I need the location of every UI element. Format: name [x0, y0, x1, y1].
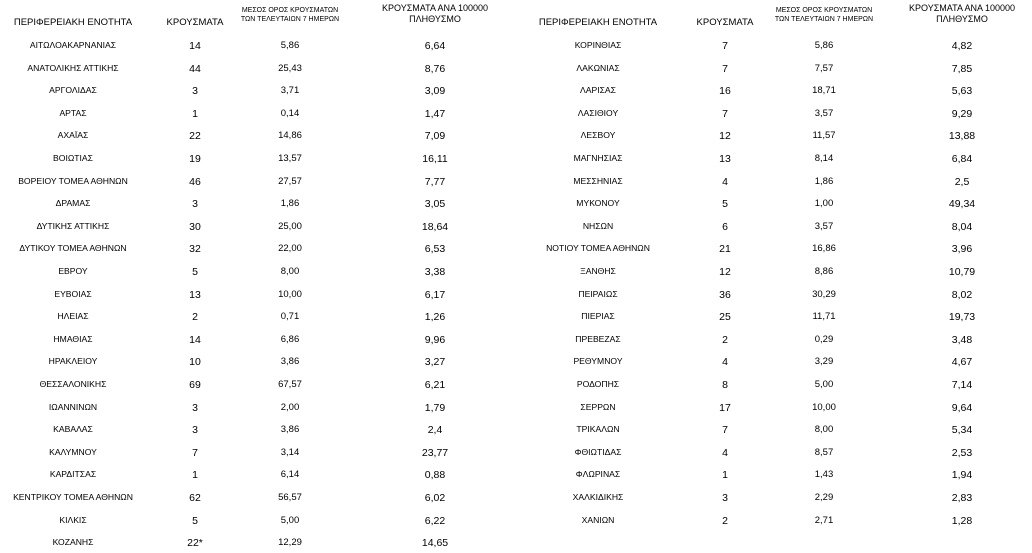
- region-cell: ΘΕΣΣΑΛΟΝΙΚΗΣ: [39, 379, 107, 389]
- avg-cell: 8,14: [814, 153, 834, 164]
- region-cell: ΜΑΓΝΗΣΙΑΣ: [573, 153, 623, 163]
- table-row: [526, 508, 1032, 531]
- per-cell: 9,64: [951, 401, 973, 414]
- per-cell: 2,4: [427, 424, 443, 437]
- region-cell: ΗΡΑΚΛΕΙΟΥ: [48, 356, 98, 367]
- table-row: [0, 282, 506, 305]
- region-cell: ΛΑΚΩΝΙΑΣ: [576, 62, 620, 73]
- header-avg-line1: ΜΕΣΟΣ ΟΡΟΣ ΚΡΟΥΣΜΑΤΩΝ: [241, 7, 339, 14]
- per-cell: 4,82: [951, 40, 973, 52]
- avg-cell: 8,57: [814, 446, 834, 458]
- avg-cell: 67,57: [278, 379, 302, 390]
- table-row: [0, 327, 506, 350]
- region-cell: ΚΑΒΑΛΑΣ: [53, 424, 93, 435]
- cases-cell: 3: [192, 198, 198, 211]
- cases-cell: 1: [192, 469, 198, 482]
- table-row: [526, 101, 1032, 124]
- per-cell: 3,38: [424, 266, 446, 278]
- per-cell: 6,17: [424, 288, 446, 301]
- avg-cell: 3,57: [814, 220, 834, 232]
- region-cell: ΔΥΤΙΚΟΥ ΤΟΜΕΑ ΑΘΗΝΩΝ: [19, 243, 127, 254]
- per-cell: 2,53: [951, 446, 973, 459]
- region-cell: ΚΙΛΚΙΣ: [59, 514, 87, 525]
- avg-cell: 5,00: [280, 514, 300, 526]
- per-cell: 5,34: [951, 424, 973, 437]
- avg-cell: 1,43: [814, 469, 834, 481]
- per-cell: 6,02: [424, 492, 446, 504]
- table-row: [526, 191, 1032, 214]
- region-cell: ΣΕΡΡΩΝ: [580, 401, 616, 412]
- per-cell: 4,67: [951, 356, 973, 369]
- header-per-line1: ΚΡΟΥΣΜΑΤΑ ΑΝΑ 100000: [909, 3, 1015, 13]
- avg-cell: 2,29: [814, 492, 834, 503]
- cases-cell: 13: [189, 288, 201, 301]
- avg-cell: 11,57: [812, 130, 836, 142]
- region-cell: ΠΕΙΡΑΙΩΣ: [578, 288, 618, 299]
- region-cell: ΗΜΑΘΙΑΣ: [53, 333, 93, 344]
- cases-cell: 17: [719, 401, 731, 414]
- cases-cell: 6: [722, 220, 728, 233]
- per-cell: 1,79: [424, 401, 446, 414]
- header-avg: [758, 6, 890, 36]
- cases-cell: 32: [189, 243, 201, 256]
- avg-cell: 27,57: [278, 175, 302, 187]
- per-cell: 1,28: [951, 514, 973, 527]
- per-cell: 7,09: [424, 130, 446, 143]
- region-cell: ΒΟΡΕΙΟΥ ΤΟΜΕΑ ΑΘΗΝΩΝ: [18, 175, 128, 186]
- region-cell: ΑΝΑΤΟΛΙΚΗΣ ΑΤΤΙΚΗΣ: [27, 62, 119, 73]
- region-cell: ΑΙΤΩΛΟΑΚΑΡΝΑΝΙΑΣ: [29, 40, 117, 50]
- avg-cell: 12,29: [278, 537, 302, 549]
- header-per-line2: ΠΛΗΘΥΣΜΟ: [409, 14, 461, 24]
- avg-cell: 1,86: [814, 175, 834, 187]
- table-row: [0, 33, 506, 56]
- cases-cell: 4: [722, 356, 728, 369]
- per-cell: 16,11: [422, 153, 448, 165]
- header-cases: ΚΡΟΥΣΜΑΤΑ: [696, 17, 754, 28]
- table-row: [526, 169, 1032, 192]
- per-cell: 3,48: [951, 333, 973, 346]
- table-row: [526, 56, 1032, 79]
- cases-cell: 3: [722, 492, 728, 504]
- avg-cell: 3,86: [280, 356, 300, 368]
- cases-cell: 22*: [187, 537, 203, 550]
- header-per-line2: ΠΛΗΘΥΣΜΟ: [936, 14, 988, 24]
- region-cell: ΧΑΛΚΙΔΙΚΗΣ: [572, 492, 624, 502]
- per-cell: 7,14: [951, 379, 973, 391]
- per-cell: 8,76: [424, 62, 446, 75]
- table-row: [0, 485, 506, 508]
- table-row: [526, 349, 1032, 372]
- table-row: [0, 101, 506, 124]
- table-row: [0, 214, 506, 237]
- avg-cell: 2,00: [280, 401, 300, 413]
- table-row: [526, 372, 1032, 395]
- per-cell: 6,84: [951, 153, 973, 165]
- avg-cell: 56,57: [278, 492, 302, 503]
- cases-cell: 7: [192, 446, 198, 459]
- per-cell: 7,77: [424, 175, 446, 188]
- avg-cell: 3,86: [280, 424, 300, 436]
- region-cell: ΔΡΑΜΑΣ: [55, 198, 91, 209]
- cases-cell: 5: [192, 514, 198, 527]
- per-cell: 3,09: [424, 85, 446, 98]
- per-cell: 5,63: [951, 85, 973, 98]
- header-region: ΠΕΡΙΦΕΡΕΙΑΚΗ ΕΝΟΤΗΤΑ: [13, 17, 133, 28]
- region-cell: ΦΛΩΡΙΝΑΣ: [575, 469, 621, 480]
- cases-cell: 25: [719, 311, 731, 324]
- cases-cell: 14: [189, 40, 201, 52]
- cases-cell: 3: [192, 424, 198, 437]
- table-row: [526, 123, 1032, 146]
- table-row: [526, 78, 1032, 101]
- table-row: [0, 372, 506, 395]
- cases-cell: 12: [719, 130, 731, 143]
- avg-cell: 25,00: [278, 220, 302, 232]
- table-row: [526, 462, 1032, 485]
- avg-cell: 3,29: [814, 356, 834, 368]
- region-cell: ΛΕΣΒΟΥ: [580, 130, 616, 141]
- header-per-line1: ΚΡΟΥΣΜΑΤΑ ΑΝΑ 100000: [382, 3, 488, 13]
- per-cell: 0,88: [424, 469, 446, 482]
- region-cell: ΑΧΑΪΑΣ: [57, 130, 89, 141]
- header-region: ΠΕΡΙΦΕΡΕΙΑΚΗ ΕΝΟΤΗΤΑ: [538, 17, 658, 28]
- region-cell: ΔΥΤΙΚΗΣ ΑΤΤΙΚΗΣ: [36, 220, 110, 231]
- table-row: [526, 214, 1032, 237]
- avg-cell: 22,00: [278, 243, 302, 255]
- table-row: [0, 259, 506, 282]
- avg-cell: 3,57: [814, 107, 834, 119]
- cases-cell: 7: [722, 40, 728, 52]
- cases-cell: 19: [189, 153, 201, 165]
- avg-cell: 5,86: [814, 40, 834, 51]
- per-cell: 23,77: [421, 446, 449, 459]
- table-row: [526, 282, 1032, 305]
- cases-cell: 16: [719, 85, 731, 98]
- avg-cell: 0,14: [280, 107, 300, 119]
- region-cell: ΕΒΡΟΥ: [58, 266, 88, 276]
- table-row: [0, 191, 506, 214]
- region-cell: ΛΑΡΙΣΑΣ: [580, 85, 616, 96]
- per-cell: 6,22: [424, 514, 446, 527]
- region-cell: ΝΟΤΙΟΥ ΤΟΜΕΑ ΑΘΗΝΩΝ: [546, 243, 650, 254]
- region-cell: ΑΡΤΑΣ: [59, 107, 87, 118]
- header-cases: ΚΡΟΥΣΜΑΤΑ: [166, 17, 224, 28]
- cases-cell: 1: [192, 107, 198, 120]
- cases-cell: 30: [189, 220, 201, 233]
- cases-cell: 5: [192, 266, 198, 278]
- cases-cell: 46: [189, 175, 201, 188]
- cases-cell: 12: [719, 266, 731, 278]
- header-avg-line2: ΤΩΝ ΤΕΛΕΥΤΑΙΩΝ 7 ΗΜΕΡΩΝ: [240, 16, 340, 23]
- per-cell: 6,64: [424, 40, 446, 52]
- region-cell: ΕΥΒΟΙΑΣ: [54, 288, 92, 299]
- per-cell: 2,83: [951, 492, 973, 504]
- table-row: [0, 508, 506, 531]
- avg-cell: 5,86: [280, 40, 300, 51]
- table-row: [526, 395, 1032, 418]
- region-cell: ΠΙΕΡΙΑΣ: [581, 311, 615, 322]
- per-cell: 13,88: [948, 130, 976, 143]
- table-row: [0, 236, 506, 259]
- cases-cell: 36: [719, 288, 731, 301]
- cases-cell: 62: [189, 492, 201, 504]
- per-cell: 3,96: [951, 243, 973, 256]
- per-cell: 9,29: [951, 107, 973, 120]
- per-cell: 9,96: [424, 333, 446, 346]
- avg-cell: 10,00: [278, 288, 302, 300]
- region-cell: ΝΗΣΩΝ: [582, 220, 614, 231]
- table-row: [0, 395, 506, 418]
- cases-cell: 7: [722, 424, 728, 437]
- avg-cell: 6,14: [280, 469, 300, 481]
- avg-cell: 13,57: [278, 153, 302, 164]
- per-cell: 6,21: [424, 379, 446, 391]
- table-row: [0, 440, 506, 463]
- avg-cell: 8,86: [814, 266, 834, 277]
- avg-cell: 16,86: [812, 243, 836, 255]
- region-cell: ΚΑΛΥΜΝΟΥ: [49, 446, 97, 457]
- table-row: [526, 259, 1032, 282]
- cases-cell: 2: [192, 311, 198, 324]
- avg-cell: 8,00: [814, 424, 834, 436]
- avg-cell: 2,71: [814, 514, 834, 526]
- avg-cell: 14,86: [278, 130, 302, 142]
- region-cell: ΧΑΝΙΩΝ: [581, 514, 615, 525]
- region-cell: ΤΡΙΚΑΛΩΝ: [576, 424, 620, 435]
- avg-cell: 25,43: [278, 62, 302, 74]
- region-cell: ΡΟΔΟΠΗΣ: [576, 379, 620, 389]
- avg-cell: 11,71: [812, 311, 836, 323]
- cases-cell: 14: [189, 333, 201, 346]
- region-cell: ΛΑΣΙΘΙΟΥ: [577, 107, 619, 118]
- avg-cell: 0,71: [280, 311, 300, 323]
- avg-cell: 1,86: [280, 198, 300, 210]
- table-row: [526, 327, 1032, 350]
- cases-cell: 1: [722, 469, 728, 482]
- table-row: [526, 485, 1032, 508]
- table-row: [0, 462, 506, 485]
- table-row: [0, 417, 506, 440]
- header-per: [892, 3, 1032, 33]
- per-cell: 18,64: [421, 220, 449, 233]
- region-cell: ΑΡΓΟΛΙΔΑΣ: [49, 85, 97, 96]
- per-cell: 10,79: [948, 266, 976, 278]
- avg-cell: 3,71: [280, 85, 300, 97]
- table-row: [526, 440, 1032, 463]
- table-row: [0, 78, 506, 101]
- avg-cell: 0,29: [814, 333, 834, 345]
- header-avg: [230, 6, 350, 36]
- cases-cell: 69: [189, 379, 201, 391]
- table-row: [0, 530, 506, 553]
- table-row: [526, 417, 1032, 440]
- per-cell: 8,02: [951, 288, 973, 301]
- table-row: [0, 349, 506, 372]
- avg-cell: 5,00: [814, 379, 834, 390]
- per-cell: 14,65: [421, 537, 449, 550]
- avg-cell: 6,86: [280, 333, 300, 345]
- per-cell: 3,05: [424, 198, 446, 211]
- avg-cell: 3,14: [280, 446, 300, 458]
- table-row: [0, 123, 506, 146]
- cases-cell: 7: [722, 62, 728, 75]
- avg-cell: 30,29: [812, 288, 836, 300]
- avg-cell: 7,57: [814, 62, 834, 74]
- cases-cell: 21: [719, 243, 731, 256]
- cases-cell: 44: [189, 62, 201, 75]
- region-cell: ΦΘΙΩΤΙΔΑΣ: [574, 446, 622, 457]
- per-cell: 1,94: [951, 469, 973, 482]
- cases-cell: 22: [189, 130, 201, 143]
- per-cell: 1,26: [424, 311, 446, 324]
- table-row: [0, 169, 506, 192]
- per-cell: 7,85: [951, 62, 973, 75]
- header-avg-line2: ΤΩΝ ΤΕΛΕΥΤΑΙΩΝ 7 ΗΜΕΡΩΝ: [774, 16, 874, 23]
- region-cell: ΞΑΝΘΗΣ: [580, 266, 616, 276]
- per-cell: 19,73: [948, 311, 976, 324]
- cases-cell: 2: [722, 333, 728, 346]
- table-row: [526, 146, 1032, 169]
- header-avg-line1: ΜΕΣΟΣ ΟΡΟΣ ΚΡΟΥΣΜΑΤΩΝ: [775, 7, 873, 14]
- cases-cell: 3: [192, 401, 198, 414]
- table-row: [526, 304, 1032, 327]
- per-cell: 49,34: [948, 198, 976, 211]
- cases-cell: 3: [192, 85, 198, 98]
- region-cell: ΚΕΝΤΡΙΚΟΥ ΤΟΜΕΑ ΑΘΗΝΩΝ: [13, 492, 133, 502]
- region-cell: ΡΕΘΥΜΝΟΥ: [573, 356, 623, 367]
- cases-cell: 2: [722, 514, 728, 527]
- avg-cell: 18,71: [812, 85, 836, 97]
- region-cell: ΜΥΚΟΝΟΥ: [576, 198, 620, 209]
- region-cell: ΒΟΙΩΤΙΑΣ: [53, 153, 93, 163]
- avg-cell: 1,00: [814, 198, 834, 210]
- per-cell: 6,53: [424, 243, 446, 256]
- avg-cell: 8,00: [280, 266, 300, 277]
- region-cell: ΠΡΕΒΕΖΑΣ: [575, 333, 621, 344]
- cases-cell: 8: [722, 379, 728, 391]
- header-per: [370, 3, 500, 33]
- cases-cell: 5: [722, 198, 728, 211]
- region-cell: ΚΟΖΑΝΗΣ: [52, 537, 94, 548]
- cases-cell: 10: [189, 356, 201, 369]
- region-cell: ΜΕΣΣΗΝΙΑΣ: [573, 175, 623, 186]
- per-cell: 3,27: [424, 356, 446, 369]
- region-cell: ΚΟΡΙΝΘΙΑΣ: [574, 40, 622, 50]
- cases-cell: 7: [722, 107, 728, 120]
- table-row: [526, 33, 1032, 56]
- avg-cell: 10,00: [812, 401, 836, 413]
- region-cell: ΙΩΑΝΝΙΝΩΝ: [48, 401, 98, 412]
- region-cell: ΗΛΕΙΑΣ: [57, 311, 89, 322]
- cases-cell: 13: [719, 153, 731, 165]
- per-cell: 8,04: [951, 220, 973, 233]
- table-row: [0, 304, 506, 327]
- cases-cell: 4: [722, 175, 728, 188]
- per-cell: 1,47: [424, 107, 446, 120]
- cases-cell: 4: [722, 446, 728, 459]
- per-cell: 2,5: [954, 175, 970, 188]
- table-row: [0, 146, 506, 169]
- region-cell: ΚΑΡΔΙΤΣΑΣ: [49, 469, 97, 480]
- table-row: [526, 236, 1032, 259]
- table-row: [0, 56, 506, 79]
